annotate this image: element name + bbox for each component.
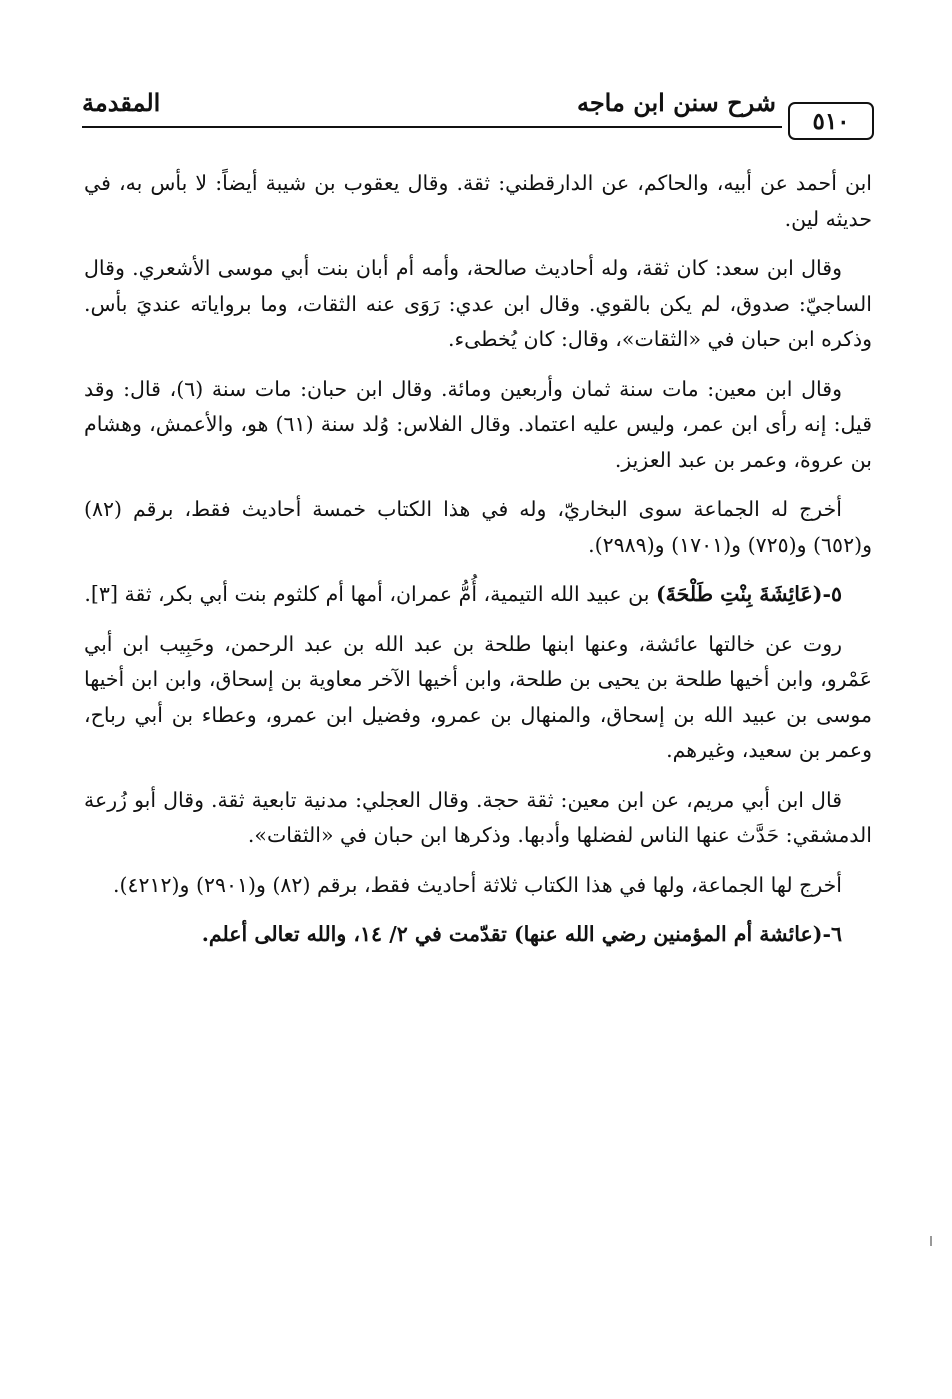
page-header (82, 88, 874, 144)
book-title: شرح سنن ابن ماجه (576, 88, 776, 117)
narrator-description: بن عبيد الله التيمية، أُمُّ عمران، أمها أم كلثوم بنت أبي بكر، ثقة [٣]. (84, 582, 656, 606)
narrator-entry (84, 577, 872, 613)
paragraph: وقال ابن معين: مات سنة ثمان وأربعين ومائة. وقال ابن حبان: مات سنة (٦)، قال: وقد قيل: إنه رأى ابن عمر، وليس عليه اعتماد. وقال الفلاس: وُلد سنة (٦١) هو، والأعمش، وهشام بن عروة، وعمر بن عبد العزيز. (84, 376, 872, 472)
paragraph: قال ابن أبي مريم، عن ابن معين: ثقة حجة. وقال العجلي: مدنية تابعية ثقة. وقال أبو زُرعة الدمشقي: حَدَّث عنها الناس لفضلها وأدبها. وذكرها ابن حبان في «الثقات». (84, 787, 872, 847)
paragraph: ابن أحمد عن أبيه، والحاكم، عن الدارقطني: ثقة. وقال يعقوب بن شيبة أيضاً: لا بأس به، في حديثه لين. (84, 171, 872, 231)
narrator-name: ٥-(عَائِشَةَ بِنْتِ طَلْحَةَ) (655, 582, 842, 606)
page-number: ٥١٠ (788, 102, 874, 140)
body-text (84, 166, 872, 967)
narrator-entry: ٦-(عائشة أم المؤمنين رضي الله عنها) تقدّمت في ٢/ ١٤، والله تعالى أعلم. (201, 922, 842, 946)
paragraph: أخرج لها الجماعة، ولها في هذا الكتاب ثلاثة أحاديث فقط، برقم (٨٢) و(٢٩٠١) و(٤٢١٢). (112, 872, 842, 897)
section-title: المقدمة (82, 88, 161, 117)
paragraph: روت عن خالتها عائشة، وعنها ابنها طلحة بن عبد الله بن عبد الرحمن، وحَبِيب ابن أبي عَمْرو، وابن أخيها طلحة بن يحيى بن طلحة، وابن أخيها الآخر معاوية بن إسحاق، وابن ابن أخيها موسى بن عبيد الله بن إسحاق، والمنهال بن عمرو، وفضيل ابن عمرو، وعطاء بن أبي رباح، وعمر بن سعيد، وغيرهم. (84, 631, 872, 762)
header-rule (82, 126, 782, 128)
paragraph: أخرج له الجماعة سوى البخاريّ، وله في هذا الكتاب خمسة أحاديث فقط، برقم (٨٢) و(٦٥٢) و(٧٢٥) و(١٧٠١) و(٢٩٨٩). (84, 497, 872, 557)
margin-mark (930, 1236, 932, 1246)
paragraph: وقال ابن سعد: كان ثقة، وله أحاديث صالحة، وأمه أم أبان بنت أبي موسى الأشعري. وقال الساجيّ: صدوق، لم يكن بالقوي. وقال ابن عدي: رَوَى عنه الثقات، وما برواياته عنديَ بأس. وذكره ابن حبان في «الثقات»، وقال: كان يُخطىء. (84, 256, 872, 351)
